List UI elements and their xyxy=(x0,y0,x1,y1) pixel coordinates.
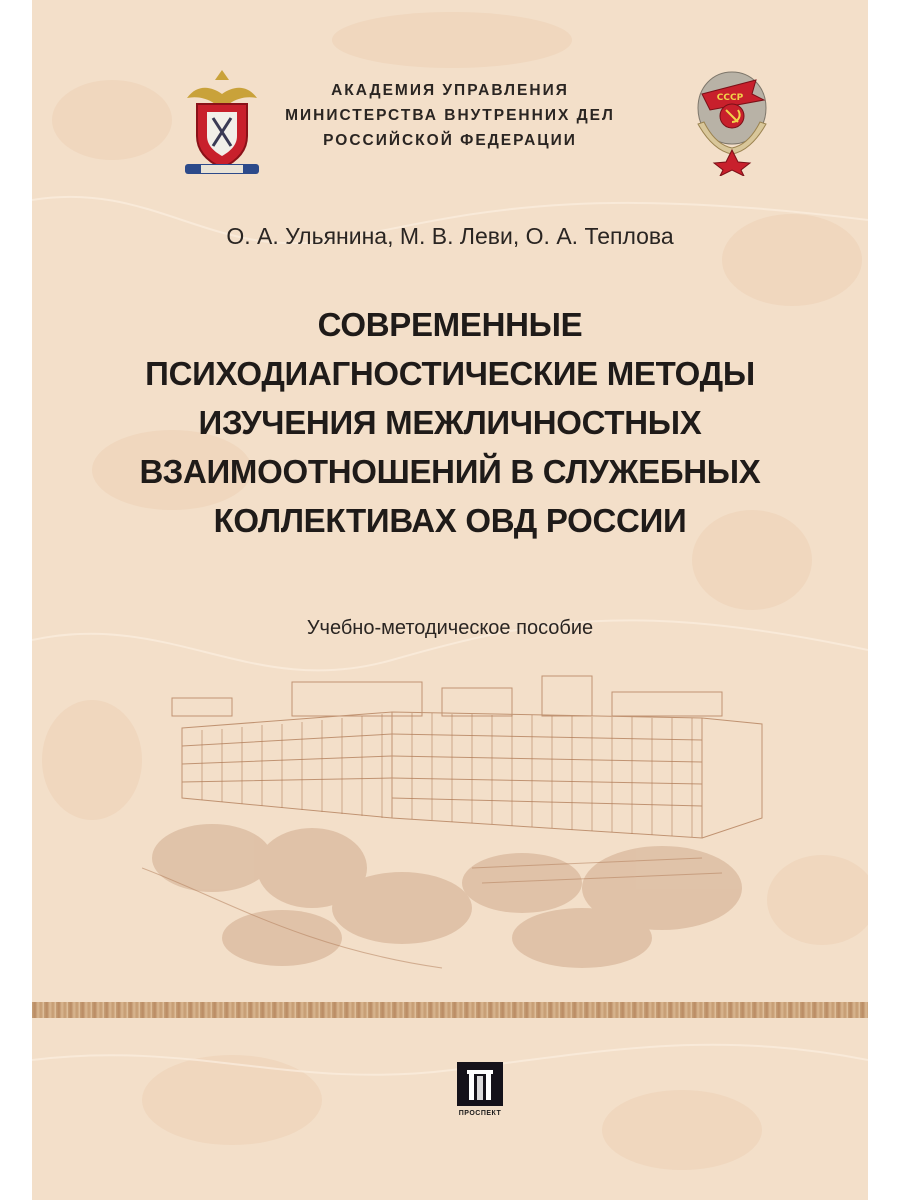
marble-texture xyxy=(32,0,868,1200)
title-line: СОВРЕМЕННЫЕ xyxy=(317,306,583,343)
institution-line: МИНИСТЕРСТВА ВНУТРЕННИХ ДЕЛ xyxy=(285,107,615,124)
prospekt-logo-icon xyxy=(457,1062,503,1106)
mvd-academy-emblem-icon xyxy=(177,64,267,184)
authors: О. А. Ульянина, М. В. Леви, О. А. Теплова xyxy=(226,223,674,249)
institution-name xyxy=(262,78,638,153)
institution-line: АКАДЕМИЯ УПРАВЛЕНИЯ xyxy=(331,82,569,99)
building-illustration xyxy=(142,668,772,978)
publisher-name: ПРОСПЕКТ xyxy=(458,1110,502,1117)
title-line: ПСИХОДИАГНОСТИЧЕСКИЕ МЕТОДЫ xyxy=(145,355,755,392)
institution-line: РОССИЙСКОЙ ФЕДЕРАЦИИ xyxy=(323,132,577,149)
book-cover xyxy=(32,0,868,1200)
decorative-band xyxy=(32,1002,868,1018)
subtitle: Учебно-методическое пособие xyxy=(306,617,594,639)
publisher-logo xyxy=(453,1062,507,1122)
book-title xyxy=(92,300,808,545)
title-line: ВЗАИМООТНОШЕНИЙ В СЛУЖЕБНЫХ xyxy=(139,453,761,490)
title-line: КОЛЛЕКТИВАХ ОВД РОССИИ xyxy=(213,502,687,539)
svg-text:СССР: СССР xyxy=(716,93,744,103)
order-of-red-banner-icon xyxy=(690,64,774,176)
title-line: ИЗУЧЕНИЯ МЕЖЛИЧНОСТНЫХ xyxy=(198,404,702,441)
